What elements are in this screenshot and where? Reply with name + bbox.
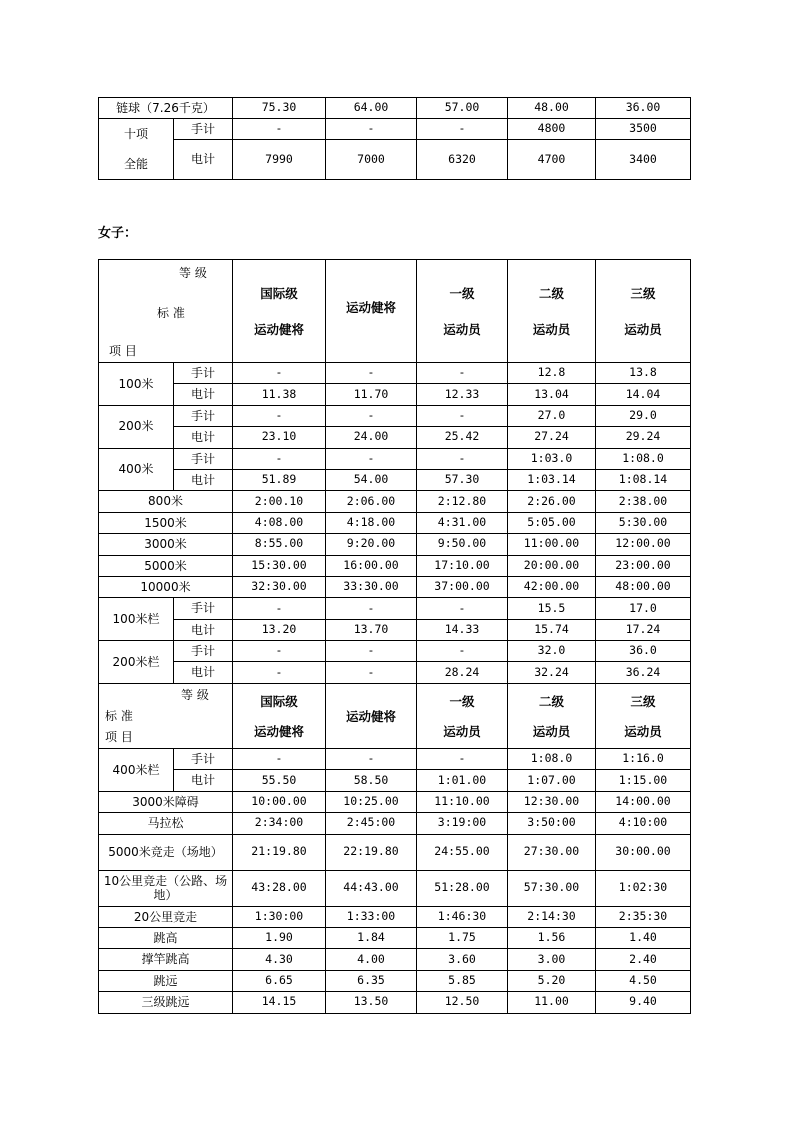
value-cell: - — [417, 405, 508, 426]
event-label: 链球（7.26千克） — [99, 98, 233, 119]
value-cell: 14.15 — [233, 992, 326, 1013]
event-label: 10公里竞走（公路、场地） — [99, 870, 233, 906]
header-line: 一级 — [449, 285, 475, 301]
value-cell: 9.40 — [596, 992, 691, 1013]
header-col-international — [233, 684, 326, 749]
header-line: 运动健将 — [253, 321, 304, 337]
value-cell: - — [417, 749, 508, 770]
value-cell: 10:25.00 — [326, 791, 417, 812]
header-line: 一级 — [449, 693, 475, 709]
event-label: 10000米 — [99, 576, 233, 597]
value-cell: - — [417, 119, 508, 140]
table-row — [99, 427, 691, 448]
value-cell: - — [326, 448, 417, 469]
value-cell: 16:00.00 — [326, 555, 417, 576]
women-a-hurdle-rows — [99, 598, 691, 684]
event-label: 跳高 — [99, 927, 233, 948]
header-corner-grade: 等 级 — [181, 688, 209, 702]
value-cell: 1.56 — [508, 927, 596, 948]
event-label: 撑竿跳高 — [99, 949, 233, 970]
value-cell: - — [233, 598, 326, 619]
value-cell: 13.50 — [326, 992, 417, 1013]
header-line: 三级 — [630, 693, 656, 709]
event-label: 400米栏 — [99, 749, 174, 792]
header-col-master: 运动健将 — [326, 684, 417, 749]
women-standards-table-a — [98, 259, 691, 684]
table-row — [99, 576, 691, 597]
header-line: 运动员 — [443, 321, 481, 337]
value-cell: 12.33 — [417, 384, 508, 405]
value-cell: 1.84 — [326, 927, 417, 948]
table-row — [99, 749, 691, 770]
table-row — [99, 469, 691, 490]
women-b-single-rows — [99, 791, 691, 1013]
timing-label: 手计 — [174, 749, 233, 770]
value-cell: 2:00.10 — [233, 491, 326, 512]
value-cell: 17.24 — [596, 619, 691, 640]
value-cell: - — [326, 662, 417, 683]
value-cell: 36.0 — [596, 641, 691, 662]
table-row — [99, 770, 691, 791]
value-cell: - — [233, 749, 326, 770]
value-cell: 3500 — [596, 119, 691, 140]
timing-label: 手计 — [174, 598, 233, 619]
header-corner-grade: 等 级 — [179, 266, 207, 280]
value-cell: 27.0 — [508, 405, 596, 426]
value-cell: - — [233, 662, 326, 683]
women-section-label: 女子： — [98, 226, 138, 241]
value-cell: 51.89 — [233, 469, 326, 490]
header-col-second — [508, 684, 596, 749]
header-line: 国际级 — [260, 693, 298, 709]
value-cell: 2:14:30 — [508, 906, 596, 927]
value-cell: 12.8 — [508, 363, 596, 384]
event-label: 400米 — [99, 448, 174, 491]
value-cell: 15.74 — [508, 619, 596, 640]
value-cell: 3:50:00 — [508, 813, 596, 834]
value-cell: 10:00.00 — [233, 791, 326, 812]
table-row — [99, 927, 691, 948]
table-row — [99, 512, 691, 533]
table-row — [99, 405, 691, 426]
table-row — [99, 619, 691, 640]
value-cell: 7990 — [233, 140, 326, 180]
event-label: 5000米竞走（场地） — [99, 834, 233, 870]
value-cell: 11.70 — [326, 384, 417, 405]
value-cell: 36.24 — [596, 662, 691, 683]
value-cell: 14.33 — [417, 619, 508, 640]
event-label: 100米 — [99, 363, 174, 406]
table-row — [99, 813, 691, 834]
value-cell: - — [233, 641, 326, 662]
value-cell: 32.0 — [508, 641, 596, 662]
value-cell: 5:05.00 — [508, 512, 596, 533]
value-cell: 37:00.00 — [417, 576, 508, 597]
table-row-hammer — [99, 98, 691, 119]
value-cell: 24:55.00 — [417, 834, 508, 870]
value-cell: 58.50 — [326, 770, 417, 791]
value-cell: 30:00.00 — [596, 834, 691, 870]
table-row — [99, 555, 691, 576]
table-row — [99, 834, 691, 870]
event-label: 200米 — [99, 405, 174, 448]
value-cell: 48:00.00 — [596, 576, 691, 597]
event-label-top: 十项 — [123, 126, 148, 141]
value-cell: - — [233, 363, 326, 384]
value-cell: - — [417, 448, 508, 469]
header-corner-item: 项 目 — [105, 730, 133, 744]
value-cell: 23.10 — [233, 427, 326, 448]
header-corner-cell — [99, 260, 233, 363]
value-cell: 2:26.00 — [508, 491, 596, 512]
value-cell: - — [326, 749, 417, 770]
event-label: 100米栏 — [99, 598, 174, 641]
value-cell: 36.00 — [596, 98, 691, 119]
value-cell: 17.0 — [596, 598, 691, 619]
value-cell: 5:30.00 — [596, 512, 691, 533]
value-cell: 44:43.00 — [326, 870, 417, 906]
value-cell: 6.35 — [326, 970, 417, 991]
header-line: 运动员 — [443, 723, 481, 739]
table-row-decathlon-elec — [99, 140, 691, 180]
timing-label: 手计 — [174, 363, 233, 384]
header-col-first — [417, 684, 508, 749]
value-cell: 15:30.00 — [233, 555, 326, 576]
value-cell: 1:30:00 — [233, 906, 326, 927]
value-cell: 2:34:00 — [233, 813, 326, 834]
value-cell: 9:50.00 — [417, 534, 508, 555]
table-row — [99, 662, 691, 683]
value-cell: 43:28.00 — [233, 870, 326, 906]
value-cell: 20:00.00 — [508, 555, 596, 576]
table-row — [99, 384, 691, 405]
value-cell: 12:00.00 — [596, 534, 691, 555]
header-line: 二级 — [538, 285, 564, 301]
table-row — [99, 598, 691, 619]
value-cell: 27.24 — [508, 427, 596, 448]
value-cell: 1.40 — [596, 927, 691, 948]
value-cell: 1:46:30 — [417, 906, 508, 927]
value-cell: 4:10:00 — [596, 813, 691, 834]
value-cell: - — [233, 119, 326, 140]
value-cell: 6.65 — [233, 970, 326, 991]
value-cell: 25.42 — [417, 427, 508, 448]
value-cell: 42:00.00 — [508, 576, 596, 597]
value-cell: 51:28.00 — [417, 870, 508, 906]
value-cell: 4.30 — [233, 949, 326, 970]
value-cell: 1:02:30 — [596, 870, 691, 906]
timing-label: 手计 — [174, 641, 233, 662]
event-label: 3000米障碍 — [99, 791, 233, 812]
value-cell: 29.0 — [596, 405, 691, 426]
value-cell: 4:18.00 — [326, 512, 417, 533]
value-cell: 4.50 — [596, 970, 691, 991]
value-cell: - — [233, 405, 326, 426]
women-b-hurdle-rows — [99, 749, 691, 792]
value-cell: 14:00.00 — [596, 791, 691, 812]
value-cell: 1:08.0 — [508, 749, 596, 770]
table-row — [99, 448, 691, 469]
value-cell: 17:10.00 — [417, 555, 508, 576]
event-label-decathlon — [99, 119, 174, 180]
value-cell: 7000 — [326, 140, 417, 180]
value-cell: 11:10.00 — [417, 791, 508, 812]
timing-label: 手计 — [174, 405, 233, 426]
value-cell: 1:16.0 — [596, 749, 691, 770]
header-col-international — [233, 260, 326, 363]
value-cell: 1:33:00 — [326, 906, 417, 927]
value-cell: - — [326, 405, 417, 426]
value-cell: 24.00 — [326, 427, 417, 448]
table-row — [99, 641, 691, 662]
header-corner-item: 项 目 — [109, 344, 137, 358]
timing-label: 电计 — [174, 469, 233, 490]
value-cell: 21:19.80 — [233, 834, 326, 870]
event-label: 800米 — [99, 491, 233, 512]
value-cell: 3400 — [596, 140, 691, 180]
timing-label: 电计 — [174, 140, 233, 180]
value-cell: - — [417, 363, 508, 384]
timing-label: 电计 — [174, 384, 233, 405]
header-corner-standard: 标 准 — [105, 709, 133, 723]
value-cell: 23:00.00 — [596, 555, 691, 576]
event-label: 3000米 — [99, 534, 233, 555]
value-cell: 3:19:00 — [417, 813, 508, 834]
table-row — [99, 949, 691, 970]
value-cell: 22:19.80 — [326, 834, 417, 870]
value-cell: 14.04 — [596, 384, 691, 405]
header-col-first — [417, 260, 508, 363]
value-cell: 4800 — [508, 119, 596, 140]
header-line: 运动员 — [532, 321, 571, 337]
value-cell: 13.04 — [508, 384, 596, 405]
value-cell: 13.70 — [326, 619, 417, 640]
value-cell: - — [233, 448, 326, 469]
timing-label: 电计 — [174, 662, 233, 683]
value-cell: 1:15.00 — [596, 770, 691, 791]
value-cell: 4700 — [508, 140, 596, 180]
value-cell: - — [326, 119, 417, 140]
value-cell: 12.50 — [417, 992, 508, 1013]
value-cell: - — [417, 641, 508, 662]
value-cell: 8:55.00 — [233, 534, 326, 555]
value-cell: 2.40 — [596, 949, 691, 970]
value-cell: - — [326, 363, 417, 384]
value-cell: 13.20 — [233, 619, 326, 640]
value-cell: 55.50 — [233, 770, 326, 791]
header-line: 国际级 — [260, 285, 298, 301]
value-cell: - — [417, 598, 508, 619]
value-cell: 2:45:00 — [326, 813, 417, 834]
value-cell: 32:30.00 — [233, 576, 326, 597]
timing-label: 电计 — [174, 427, 233, 448]
table-row — [99, 491, 691, 512]
value-cell: 5.85 — [417, 970, 508, 991]
value-cell: 4:31.00 — [417, 512, 508, 533]
header-line: 运动健将 — [253, 723, 304, 739]
timing-label: 电计 — [174, 619, 233, 640]
value-cell: 27:30.00 — [508, 834, 596, 870]
table-row — [99, 992, 691, 1013]
table-row — [99, 791, 691, 812]
header-line: 运动员 — [624, 321, 662, 337]
timing-label: 电计 — [174, 770, 233, 791]
value-cell: 1:03.14 — [508, 469, 596, 490]
value-cell: 48.00 — [508, 98, 596, 119]
value-cell: 57.30 — [417, 469, 508, 490]
header-line: 三级 — [630, 285, 656, 301]
table-header-row — [99, 684, 691, 749]
header-col-third — [596, 260, 691, 363]
value-cell: 75.30 — [233, 98, 326, 119]
value-cell: - — [326, 641, 417, 662]
women-a-split-rows — [99, 363, 691, 491]
value-cell: 2:35:30 — [596, 906, 691, 927]
women-a-single-rows — [99, 491, 691, 598]
event-label: 跳远 — [99, 970, 233, 991]
value-cell: 33:30.00 — [326, 576, 417, 597]
value-cell: 1:01.00 — [417, 770, 508, 791]
event-label-bottom: 全能 — [123, 156, 148, 171]
header-line: 二级 — [538, 693, 564, 709]
event-label: 5000米 — [99, 555, 233, 576]
timing-label: 手计 — [174, 448, 233, 469]
value-cell: 9:20.00 — [326, 534, 417, 555]
header-corner-cell — [99, 684, 233, 749]
value-cell: 32.24 — [508, 662, 596, 683]
value-cell: 2:38.00 — [596, 491, 691, 512]
header-line: 运动员 — [624, 723, 662, 739]
event-label: 200米栏 — [99, 641, 174, 684]
value-cell: 1:03.0 — [508, 448, 596, 469]
timing-label: 手计 — [174, 119, 233, 140]
value-cell: 1:08.14 — [596, 469, 691, 490]
value-cell: 13.8 — [596, 363, 691, 384]
table-row — [99, 970, 691, 991]
value-cell: 3.60 — [417, 949, 508, 970]
header-col-second — [508, 260, 596, 363]
value-cell: 1:07.00 — [508, 770, 596, 791]
value-cell: 4.00 — [326, 949, 417, 970]
header-corner-standard: 标 准 — [157, 306, 185, 320]
event-label: 马拉松 — [99, 813, 233, 834]
table-row — [99, 906, 691, 927]
header-line: 运动员 — [532, 723, 571, 739]
value-cell: 64.00 — [326, 98, 417, 119]
value-cell: 15.5 — [508, 598, 596, 619]
value-cell: 5.20 — [508, 970, 596, 991]
value-cell: 11.38 — [233, 384, 326, 405]
value-cell: 57.00 — [417, 98, 508, 119]
value-cell: 1:08.0 — [596, 448, 691, 469]
value-cell: 11:00.00 — [508, 534, 596, 555]
men-standards-table-tail — [98, 97, 691, 180]
value-cell: 12:30.00 — [508, 791, 596, 812]
header-col-master: 运动健将 — [326, 260, 417, 363]
value-cell: 11.00 — [508, 992, 596, 1013]
value-cell: 6320 — [417, 140, 508, 180]
value-cell: 2:12.80 — [417, 491, 508, 512]
value-cell: 54.00 — [326, 469, 417, 490]
value-cell: - — [326, 598, 417, 619]
table-row — [99, 363, 691, 384]
table-row — [99, 534, 691, 555]
value-cell: 29.24 — [596, 427, 691, 448]
table-header-row — [99, 260, 691, 363]
value-cell: 1.90 — [233, 927, 326, 948]
value-cell: 1.75 — [417, 927, 508, 948]
value-cell: 57:30.00 — [508, 870, 596, 906]
value-cell: 2:06.00 — [326, 491, 417, 512]
header-col-third — [596, 684, 691, 749]
women-standards-table-b — [98, 683, 691, 1014]
value-cell: 4:08.00 — [233, 512, 326, 533]
event-label: 20公里竞走 — [99, 906, 233, 927]
event-label: 三级跳远 — [99, 992, 233, 1013]
event-label: 1500米 — [99, 512, 233, 533]
table-row — [99, 870, 691, 906]
value-cell: 28.24 — [417, 662, 508, 683]
value-cell: 3.00 — [508, 949, 596, 970]
table-row-decathlon-hand — [99, 119, 691, 140]
